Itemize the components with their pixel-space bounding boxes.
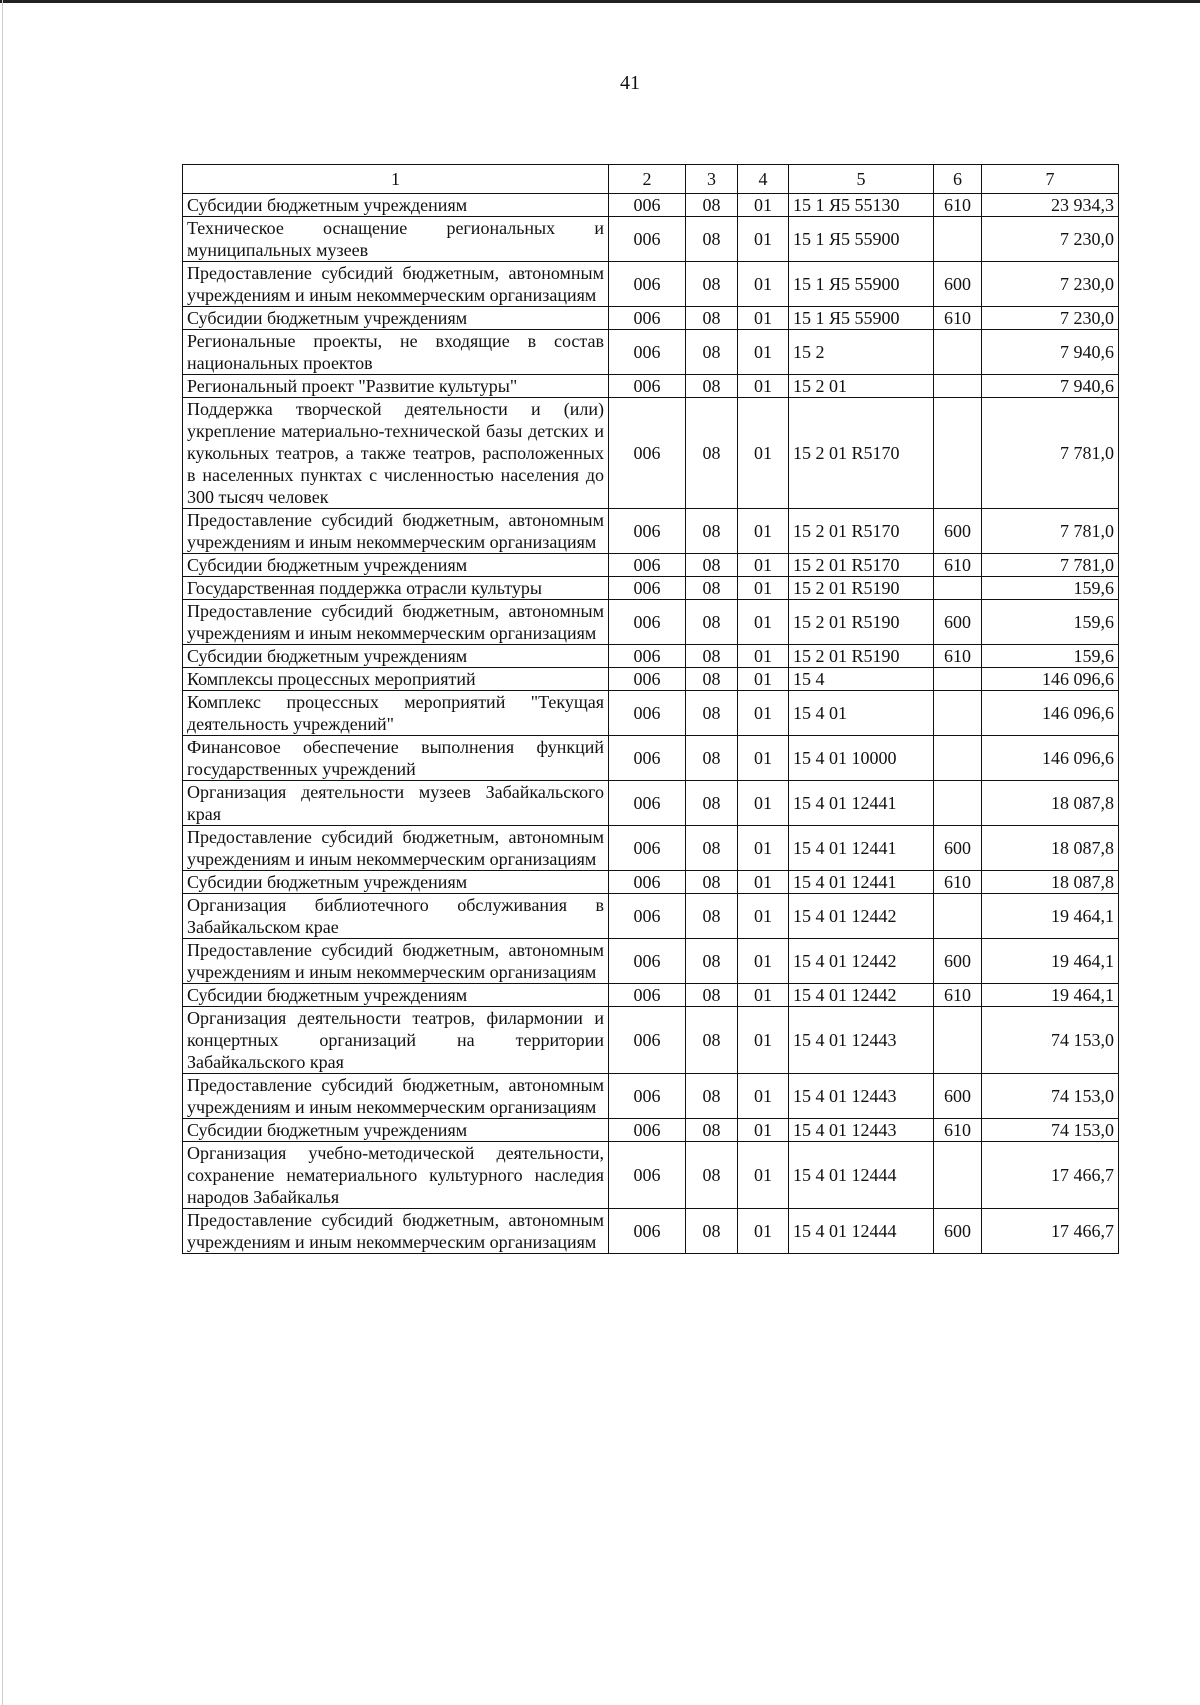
- section-code: 08: [686, 398, 738, 509]
- subsection-code: 01: [738, 894, 789, 939]
- target-article-code: 15 4 01 12443: [789, 1007, 934, 1074]
- item-name: Финансовое обеспечение выполнения функций государственных учреждений: [183, 736, 609, 781]
- expense-type-code: [934, 691, 982, 736]
- subsection-code: 01: [738, 1007, 789, 1074]
- table-row: [183, 1209, 1119, 1254]
- ministry-code: 006: [609, 307, 686, 330]
- subsection-code: 01: [738, 668, 789, 691]
- subsection-code: 01: [738, 600, 789, 645]
- ministry-code: 006: [609, 554, 686, 577]
- table-row: [183, 826, 1119, 871]
- section-code: 08: [686, 375, 738, 398]
- target-article-code: 15 1 Я5 55900: [789, 307, 934, 330]
- subsection-code: 01: [738, 1142, 789, 1209]
- amount: 23 934,3: [982, 194, 1119, 217]
- table-body: [183, 194, 1119, 1254]
- amount: 146 096,6: [982, 668, 1119, 691]
- target-article-code: 15 2 01 R5170: [789, 554, 934, 577]
- item-name: Субсидии бюджетным учреждениям: [183, 645, 609, 668]
- target-article-code: 15 4 01 12443: [789, 1119, 934, 1142]
- target-article-code: 15 2: [789, 330, 934, 375]
- table-row: [183, 509, 1119, 554]
- expense-type-code: 610: [934, 645, 982, 668]
- expense-type-code: 610: [934, 871, 982, 894]
- target-article-code: 15 2 01 R5170: [789, 398, 934, 509]
- target-article-code: 15 4: [789, 668, 934, 691]
- table-row: [183, 600, 1119, 645]
- budget-table: [182, 164, 1119, 1254]
- target-article-code: 15 4 01 12444: [789, 1209, 934, 1254]
- ministry-code: 006: [609, 1142, 686, 1209]
- expense-type-code: [934, 1007, 982, 1074]
- ministry-code: 006: [609, 939, 686, 984]
- subsection-code: 01: [738, 939, 789, 984]
- amount: 7 781,0: [982, 398, 1119, 509]
- item-name: Организация учебно-методической деятельности, сохранение нематериального культурного наследия народов Забайкалья: [183, 1142, 609, 1209]
- item-name: Предоставление субсидий бюджетным, автономным учреждениям и иным некоммерческим организациям: [183, 826, 609, 871]
- section-code: 08: [686, 984, 738, 1007]
- target-article-code: 15 4 01 12442: [789, 894, 934, 939]
- scan-top-edge: [0, 0, 1200, 3]
- subsection-code: 01: [738, 375, 789, 398]
- item-name: Субсидии бюджетным учреждениям: [183, 984, 609, 1007]
- target-article-code: 15 1 Я5 55900: [789, 217, 934, 262]
- ministry-code: 006: [609, 375, 686, 398]
- expense-type-code: [934, 375, 982, 398]
- table-row: [183, 375, 1119, 398]
- table-row: [183, 307, 1119, 330]
- amount: 18 087,8: [982, 781, 1119, 826]
- item-name: Предоставление субсидий бюджетным, автономным учреждениям и иным некоммерческим организациям: [183, 1209, 609, 1254]
- subsection-code: 01: [738, 509, 789, 554]
- item-name: Предоставление субсидий бюджетным, автономным учреждениям и иным некоммерческим организациям: [183, 262, 609, 307]
- section-code: 08: [686, 600, 738, 645]
- expense-type-code: 610: [934, 984, 982, 1007]
- ministry-code: 006: [609, 984, 686, 1007]
- item-name: Субсидии бюджетным учреждениям: [183, 1119, 609, 1142]
- table-row: [183, 1142, 1119, 1209]
- item-name: Техническое оснащение региональных и муниципальных музеев: [183, 217, 609, 262]
- table-row: [183, 984, 1119, 1007]
- expense-type-code: 600: [934, 939, 982, 984]
- item-name: Субсидии бюджетным учреждениям: [183, 871, 609, 894]
- ministry-code: 006: [609, 577, 686, 600]
- amount: 7 230,0: [982, 217, 1119, 262]
- target-article-code: 15 4 01 12441: [789, 781, 934, 826]
- expense-type-code: [934, 217, 982, 262]
- amount: 19 464,1: [982, 894, 1119, 939]
- column-header-5: 5: [789, 165, 934, 194]
- ministry-code: 006: [609, 668, 686, 691]
- target-article-code: 15 4 01: [789, 691, 934, 736]
- section-code: 08: [686, 307, 738, 330]
- section-code: 08: [686, 826, 738, 871]
- expense-type-code: [934, 781, 982, 826]
- amount: 159,6: [982, 577, 1119, 600]
- ministry-code: 006: [609, 194, 686, 217]
- expense-type-code: 600: [934, 600, 982, 645]
- amount: 7 230,0: [982, 262, 1119, 307]
- target-article-code: 15 2 01 R5170: [789, 509, 934, 554]
- column-header-2: 2: [609, 165, 686, 194]
- subsection-code: 01: [738, 645, 789, 668]
- section-code: 08: [686, 645, 738, 668]
- table-row: [183, 939, 1119, 984]
- item-name: Региональные проекты, не входящие в состав национальных проектов: [183, 330, 609, 375]
- section-code: 08: [686, 577, 738, 600]
- expense-type-code: 600: [934, 509, 982, 554]
- subsection-code: 01: [738, 1074, 789, 1119]
- table-row: [183, 668, 1119, 691]
- table-row: [183, 217, 1119, 262]
- expense-type-code: 600: [934, 826, 982, 871]
- table-row: [183, 645, 1119, 668]
- section-code: 08: [686, 1074, 738, 1119]
- amount: 74 153,0: [982, 1007, 1119, 1074]
- item-name: Предоставление субсидий бюджетным, автономным учреждениям и иным некоммерческим организациям: [183, 1074, 609, 1119]
- expense-type-code: [934, 577, 982, 600]
- expense-type-code: 600: [934, 1074, 982, 1119]
- ministry-code: 006: [609, 330, 686, 375]
- amount: 7 781,0: [982, 509, 1119, 554]
- section-code: 08: [686, 194, 738, 217]
- amount: 7 940,6: [982, 375, 1119, 398]
- amount: 17 466,7: [982, 1209, 1119, 1254]
- subsection-code: 01: [738, 871, 789, 894]
- ministry-code: 006: [609, 398, 686, 509]
- section-code: 08: [686, 330, 738, 375]
- table-row: [183, 554, 1119, 577]
- ministry-code: 006: [609, 1119, 686, 1142]
- amount: 7 781,0: [982, 554, 1119, 577]
- target-article-code: 15 2 01 R5190: [789, 645, 934, 668]
- table-row: [183, 577, 1119, 600]
- ministry-code: 006: [609, 691, 686, 736]
- subsection-code: 01: [738, 691, 789, 736]
- section-code: 08: [686, 1119, 738, 1142]
- target-article-code: 15 2 01 R5190: [789, 577, 934, 600]
- target-article-code: 15 2 01: [789, 375, 934, 398]
- item-name: Организация деятельности театров, филармонии и концертных организаций на территории Забайкальского края: [183, 1007, 609, 1074]
- table-row: [183, 691, 1119, 736]
- subsection-code: 01: [738, 826, 789, 871]
- table-row: [183, 1119, 1119, 1142]
- table-row: [183, 871, 1119, 894]
- column-header-1: 1: [183, 165, 609, 194]
- subsection-code: 01: [738, 1119, 789, 1142]
- expense-type-code: [934, 398, 982, 509]
- table-row: [183, 194, 1119, 217]
- amount: 159,6: [982, 645, 1119, 668]
- section-code: 08: [686, 217, 738, 262]
- ministry-code: 006: [609, 1209, 686, 1254]
- item-name: Государственная поддержка отрасли культуры: [183, 577, 609, 600]
- target-article-code: 15 4 01 12441: [789, 826, 934, 871]
- expense-type-code: [934, 330, 982, 375]
- item-name: Субсидии бюджетным учреждениям: [183, 307, 609, 330]
- subsection-code: 01: [738, 577, 789, 600]
- section-code: 08: [686, 1209, 738, 1254]
- table-row: [183, 398, 1119, 509]
- subsection-code: 01: [738, 217, 789, 262]
- column-header-6: 6: [934, 165, 982, 194]
- expense-type-code: [934, 668, 982, 691]
- subsection-code: 01: [738, 1209, 789, 1254]
- amount: 7 230,0: [982, 307, 1119, 330]
- ministry-code: 006: [609, 645, 686, 668]
- section-code: 08: [686, 1142, 738, 1209]
- header-row: [183, 165, 1119, 194]
- item-name: Предоставление субсидий бюджетным, автономным учреждениям и иным некоммерческим организациям: [183, 939, 609, 984]
- item-name: Региональный проект "Развитие культуры": [183, 375, 609, 398]
- target-article-code: 15 4 01 10000: [789, 736, 934, 781]
- ministry-code: 006: [609, 509, 686, 554]
- amount: 19 464,1: [982, 984, 1119, 1007]
- section-code: 08: [686, 691, 738, 736]
- section-code: 08: [686, 554, 738, 577]
- expense-type-code: [934, 736, 982, 781]
- item-name: Субсидии бюджетным учреждениям: [183, 554, 609, 577]
- expense-type-code: 600: [934, 1209, 982, 1254]
- expense-type-code: 610: [934, 1119, 982, 1142]
- ministry-code: 006: [609, 1074, 686, 1119]
- page-number: 41: [620, 72, 640, 94]
- amount: 17 466,7: [982, 1142, 1119, 1209]
- target-article-code: 15 4 01 12443: [789, 1074, 934, 1119]
- expense-type-code: 610: [934, 194, 982, 217]
- expense-type-code: [934, 894, 982, 939]
- item-name: Комплексы процессных мероприятий: [183, 668, 609, 691]
- section-code: 08: [686, 668, 738, 691]
- expense-type-code: 600: [934, 262, 982, 307]
- ministry-code: 006: [609, 600, 686, 645]
- item-name: Поддержка творческой деятельности и (или) укрепление материально-технической базы детских и кукольных театров, а также театров, расположенных в населенных пунктах с численностью населения до 300 тысяч человек: [183, 398, 609, 509]
- item-name: Комплекс процессных мероприятий "Текущая деятельность учреждений": [183, 691, 609, 736]
- amount: 146 096,6: [982, 691, 1119, 736]
- subsection-code: 01: [738, 307, 789, 330]
- subsection-code: 01: [738, 736, 789, 781]
- table-row: [183, 736, 1119, 781]
- target-article-code: 15 2 01 R5190: [789, 600, 934, 645]
- table-row: [183, 781, 1119, 826]
- ministry-code: 006: [609, 736, 686, 781]
- amount: 7 940,6: [982, 330, 1119, 375]
- amount: 146 096,6: [982, 736, 1119, 781]
- section-code: 08: [686, 1007, 738, 1074]
- ministry-code: 006: [609, 781, 686, 826]
- table-row: [183, 330, 1119, 375]
- expense-type-code: 610: [934, 307, 982, 330]
- column-header-4: 4: [738, 165, 789, 194]
- section-code: 08: [686, 939, 738, 984]
- expense-type-code: [934, 1142, 982, 1209]
- subsection-code: 01: [738, 554, 789, 577]
- ministry-code: 006: [609, 262, 686, 307]
- target-article-code: 15 4 01 12442: [789, 939, 934, 984]
- section-code: 08: [686, 262, 738, 307]
- amount: 74 153,0: [982, 1119, 1119, 1142]
- ministry-code: 006: [609, 1007, 686, 1074]
- target-article-code: 15 4 01 12444: [789, 1142, 934, 1209]
- table-row: [183, 262, 1119, 307]
- amount: 159,6: [982, 600, 1119, 645]
- table-row: [183, 1074, 1119, 1119]
- ministry-code: 006: [609, 217, 686, 262]
- item-name: Субсидии бюджетным учреждениям: [183, 194, 609, 217]
- section-code: 08: [686, 871, 738, 894]
- subsection-code: 01: [738, 330, 789, 375]
- target-article-code: 15 4 01 12442: [789, 984, 934, 1007]
- table-row: [183, 1007, 1119, 1074]
- subsection-code: 01: [738, 984, 789, 1007]
- scan-left-edge: [2, 0, 3, 1705]
- column-header-3: 3: [686, 165, 738, 194]
- expense-type-code: 610: [934, 554, 982, 577]
- ministry-code: 006: [609, 871, 686, 894]
- section-code: 08: [686, 781, 738, 826]
- subsection-code: 01: [738, 262, 789, 307]
- ministry-code: 006: [609, 894, 686, 939]
- amount: 18 087,8: [982, 826, 1119, 871]
- column-header-7: 7: [982, 165, 1119, 194]
- section-code: 08: [686, 509, 738, 554]
- target-article-code: 15 1 Я5 55130: [789, 194, 934, 217]
- amount: 74 153,0: [982, 1074, 1119, 1119]
- section-code: 08: [686, 736, 738, 781]
- section-code: 08: [686, 894, 738, 939]
- target-article-code: 15 1 Я5 55900: [789, 262, 934, 307]
- target-article-code: 15 4 01 12441: [789, 871, 934, 894]
- item-name: Предоставление субсидий бюджетным, автономным учреждениям и иным некоммерческим организациям: [183, 509, 609, 554]
- subsection-code: 01: [738, 781, 789, 826]
- subsection-code: 01: [738, 398, 789, 509]
- ministry-code: 006: [609, 826, 686, 871]
- item-name: Предоставление субсидий бюджетным, автономным учреждениям и иным некоммерческим организациям: [183, 600, 609, 645]
- item-name: Организация библиотечного обслуживания в Забайкальском крае: [183, 894, 609, 939]
- item-name: Организация деятельности музеев Забайкальского края: [183, 781, 609, 826]
- subsection-code: 01: [738, 194, 789, 217]
- amount: 18 087,8: [982, 871, 1119, 894]
- amount: 19 464,1: [982, 939, 1119, 984]
- table-row: [183, 894, 1119, 939]
